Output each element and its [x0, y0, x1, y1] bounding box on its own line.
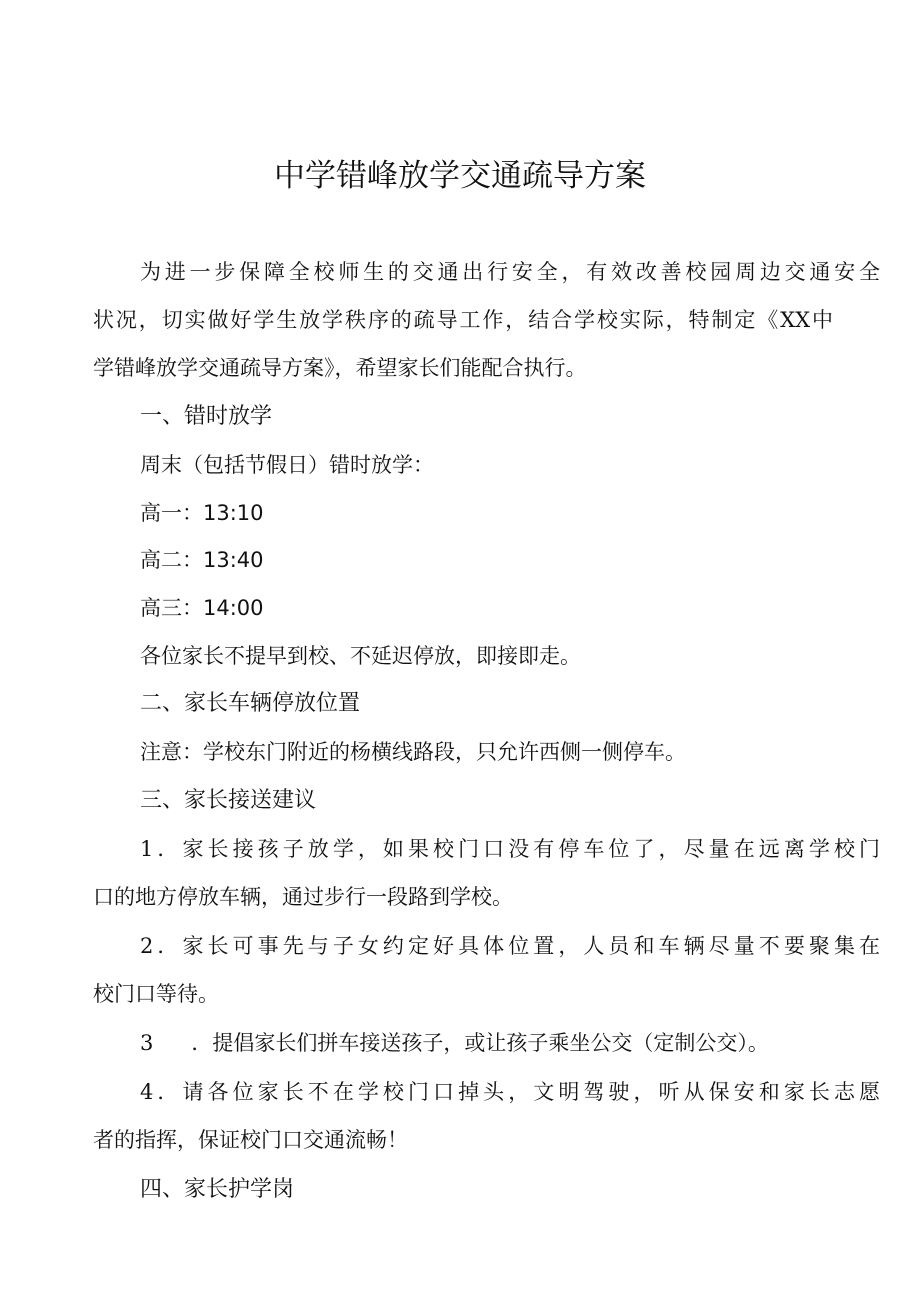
intro-line-3: 学错峰放学交通疏导方案》，希望家长们能配合执行。: [93, 356, 587, 380]
section-1-heading: 一、错时放学: [140, 404, 273, 429]
item-1-line-2: 口的地方停放车辆，通过步行一段路到学校。: [93, 885, 513, 909]
item-2-line-1: 2．家长可事先与子女约定好具体位置，人员和车辆尽量不要聚集在: [140, 934, 880, 958]
document-title: 中学错峰放学交通疏导方案: [274, 158, 646, 194]
section-3-heading: 三、家长接送建议: [140, 788, 317, 813]
grade-time: 13:10: [203, 501, 264, 525]
grade-1-schedule: [140, 499, 880, 527]
item-3: [140, 1029, 880, 1057]
section-1-subtitle: 周末（包括节假日）错时放学：: [140, 453, 434, 477]
grade-time: 14:00: [203, 596, 264, 620]
intro-line-1: 为进一步保障全校师生的交通出行安全，有效改善校园周边交通安全: [140, 260, 880, 284]
item-3-number: 3: [140, 1031, 154, 1055]
item-1-line-1: 1．家长接孩子放学，如果校门口没有停车位了，尽量在远离学校门: [140, 837, 880, 861]
grade-label: 高三：: [140, 596, 203, 620]
grade-3-schedule: [140, 594, 880, 622]
section-4-heading: 四、家长护学岗: [140, 1177, 295, 1202]
grade-time: 13:40: [203, 548, 264, 572]
section-2-note: 注意：学校东门附近的杨横线路段，只允许西侧一侧停车。: [140, 740, 686, 764]
grade-label: 高一：: [140, 501, 203, 525]
grade-label: 高二：: [140, 548, 203, 572]
item-2-line-2: 校门口等待。: [93, 982, 219, 1006]
section-2-heading: 二、家长车辆停放位置: [140, 691, 361, 716]
intro-line-2: 状况，切实做好学生放学秩序的疏导工作，结合学校实际，特制定《XX中: [93, 308, 833, 332]
item-4-line-1: 4．请各位家长不在学校门口掉头，文明驾驶，听从保安和家长志愿: [140, 1080, 880, 1104]
grade-2-schedule: [140, 546, 880, 574]
section-1-note: 各位家长不提早到校、不延迟停放，即接即走。: [140, 644, 581, 668]
item-3-text: ．提倡家长们拼车接送孩子，或让孩子乘坐公交（定制公交）。: [191, 1031, 769, 1055]
item-4-line-2: 者的指挥，保证校门口交通流畅！: [93, 1128, 408, 1152]
